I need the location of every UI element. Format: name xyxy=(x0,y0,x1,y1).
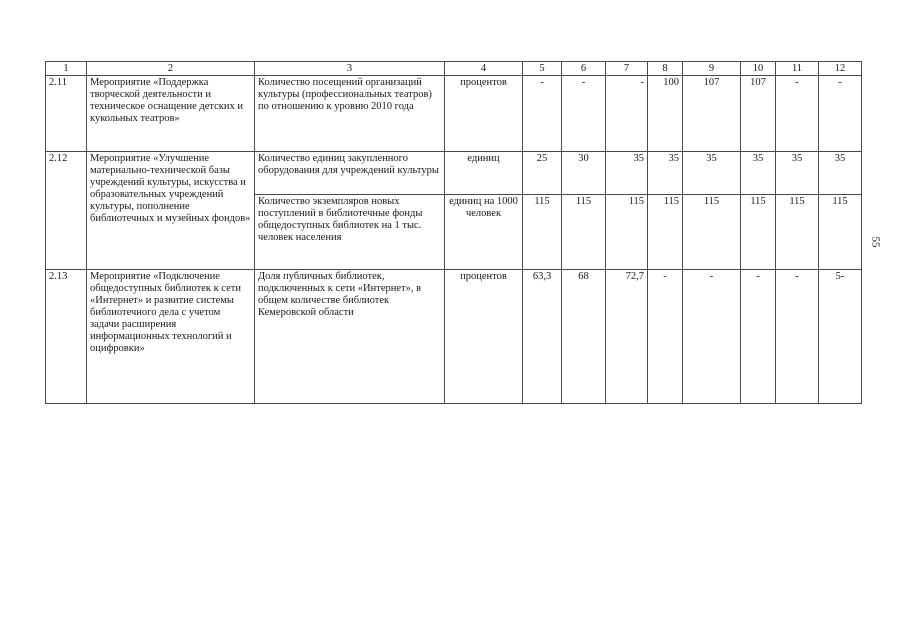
value-cell: 115 xyxy=(648,195,683,270)
value-cell: - xyxy=(606,76,648,152)
measure-name: Мероприятие «Поддержка творческой деятельности и техническое оснащение детских и кукольных театров» xyxy=(87,76,255,152)
header-cell: 4 xyxy=(445,62,523,76)
value-cell: 63,3 xyxy=(523,270,562,404)
unit: процентов xyxy=(445,270,523,404)
value-cell: 115 xyxy=(523,195,562,270)
indicator-text: Количество экземпляров новых поступлений в библиотечные фонды общедоступных библиотек на 1 тыс. человек населения xyxy=(255,195,445,270)
header-cell: 11 xyxy=(776,62,819,76)
row-number: 2.13 xyxy=(46,270,87,404)
page-number: 55 xyxy=(869,236,882,248)
value-cell: 30 xyxy=(562,152,606,195)
value-cell: - xyxy=(819,76,862,152)
value-cell: 100 xyxy=(648,76,683,152)
value-cell: 115 xyxy=(562,195,606,270)
row-number: 2.12 xyxy=(46,152,87,270)
header-cell: 6 xyxy=(562,62,606,76)
row-number: 2.11 xyxy=(46,76,87,152)
header-row xyxy=(46,62,862,76)
indicators-table xyxy=(45,61,862,404)
measure-name: Мероприятие «Подключение общедоступных библиотек к сети «Интернет» и развитие системы библиотечного дела с учетом задачи расширения информационных технологий и оцифровки» xyxy=(87,270,255,404)
value-cell: 35 xyxy=(683,152,741,195)
indicator-text: Количество посещений организаций культуры (профессиональных театров) по отношению к уровню 2010 года xyxy=(255,76,445,152)
value-cell: 115 xyxy=(741,195,776,270)
unit: единиц xyxy=(445,152,523,195)
header-cell: 1 xyxy=(46,62,87,76)
value-cell: 107 xyxy=(683,76,741,152)
indicator-text: Доля публичных библиотек, подключенных к сети «Интернет», в общем количестве библиотек Кемеровской области xyxy=(255,270,445,404)
value-cell: - xyxy=(776,76,819,152)
header-cell: 3 xyxy=(255,62,445,76)
unit: процентов xyxy=(445,76,523,152)
value-cell: 68 xyxy=(562,270,606,404)
header-cell: 7 xyxy=(606,62,648,76)
value-cell: - xyxy=(648,270,683,404)
value-cell: 115 xyxy=(683,195,741,270)
value-cell: 115 xyxy=(606,195,648,270)
value-cell: 35 xyxy=(776,152,819,195)
value-cell: - xyxy=(523,76,562,152)
indicator-text: Количество единиц закупленного оборудования для учреждений культуры xyxy=(255,152,445,195)
table-row xyxy=(46,270,862,404)
table-row xyxy=(46,152,862,195)
header-cell: 2 xyxy=(87,62,255,76)
value-cell: 35 xyxy=(741,152,776,195)
measure-name: Мероприятие «Улучшение материально-технической базы учреждений культуры, искусства и образовательных учреждений культуры, пополнение библиотечных и музейных фондов» xyxy=(87,152,255,270)
value-cell: - xyxy=(776,270,819,404)
unit: единиц на 1000 человек xyxy=(445,195,523,270)
value-cell: - xyxy=(562,76,606,152)
value-cell: 107 xyxy=(741,76,776,152)
value-cell: 35 xyxy=(606,152,648,195)
header-cell: 9 xyxy=(683,62,741,76)
value-cell: 115 xyxy=(819,195,862,270)
value-cell: 35 xyxy=(819,152,862,195)
header-cell: 8 xyxy=(648,62,683,76)
header-cell: 5 xyxy=(523,62,562,76)
header-cell: 12 xyxy=(819,62,862,76)
value-cell: - xyxy=(741,270,776,404)
header-cell: 10 xyxy=(741,62,776,76)
table-row xyxy=(46,76,862,152)
value-cell: - xyxy=(683,270,741,404)
value-cell: 25 xyxy=(523,152,562,195)
value-cell: 115 xyxy=(776,195,819,270)
value-cell: 35 xyxy=(648,152,683,195)
value-cell: 72,7 xyxy=(606,270,648,404)
value-cell: 5- xyxy=(819,270,862,404)
